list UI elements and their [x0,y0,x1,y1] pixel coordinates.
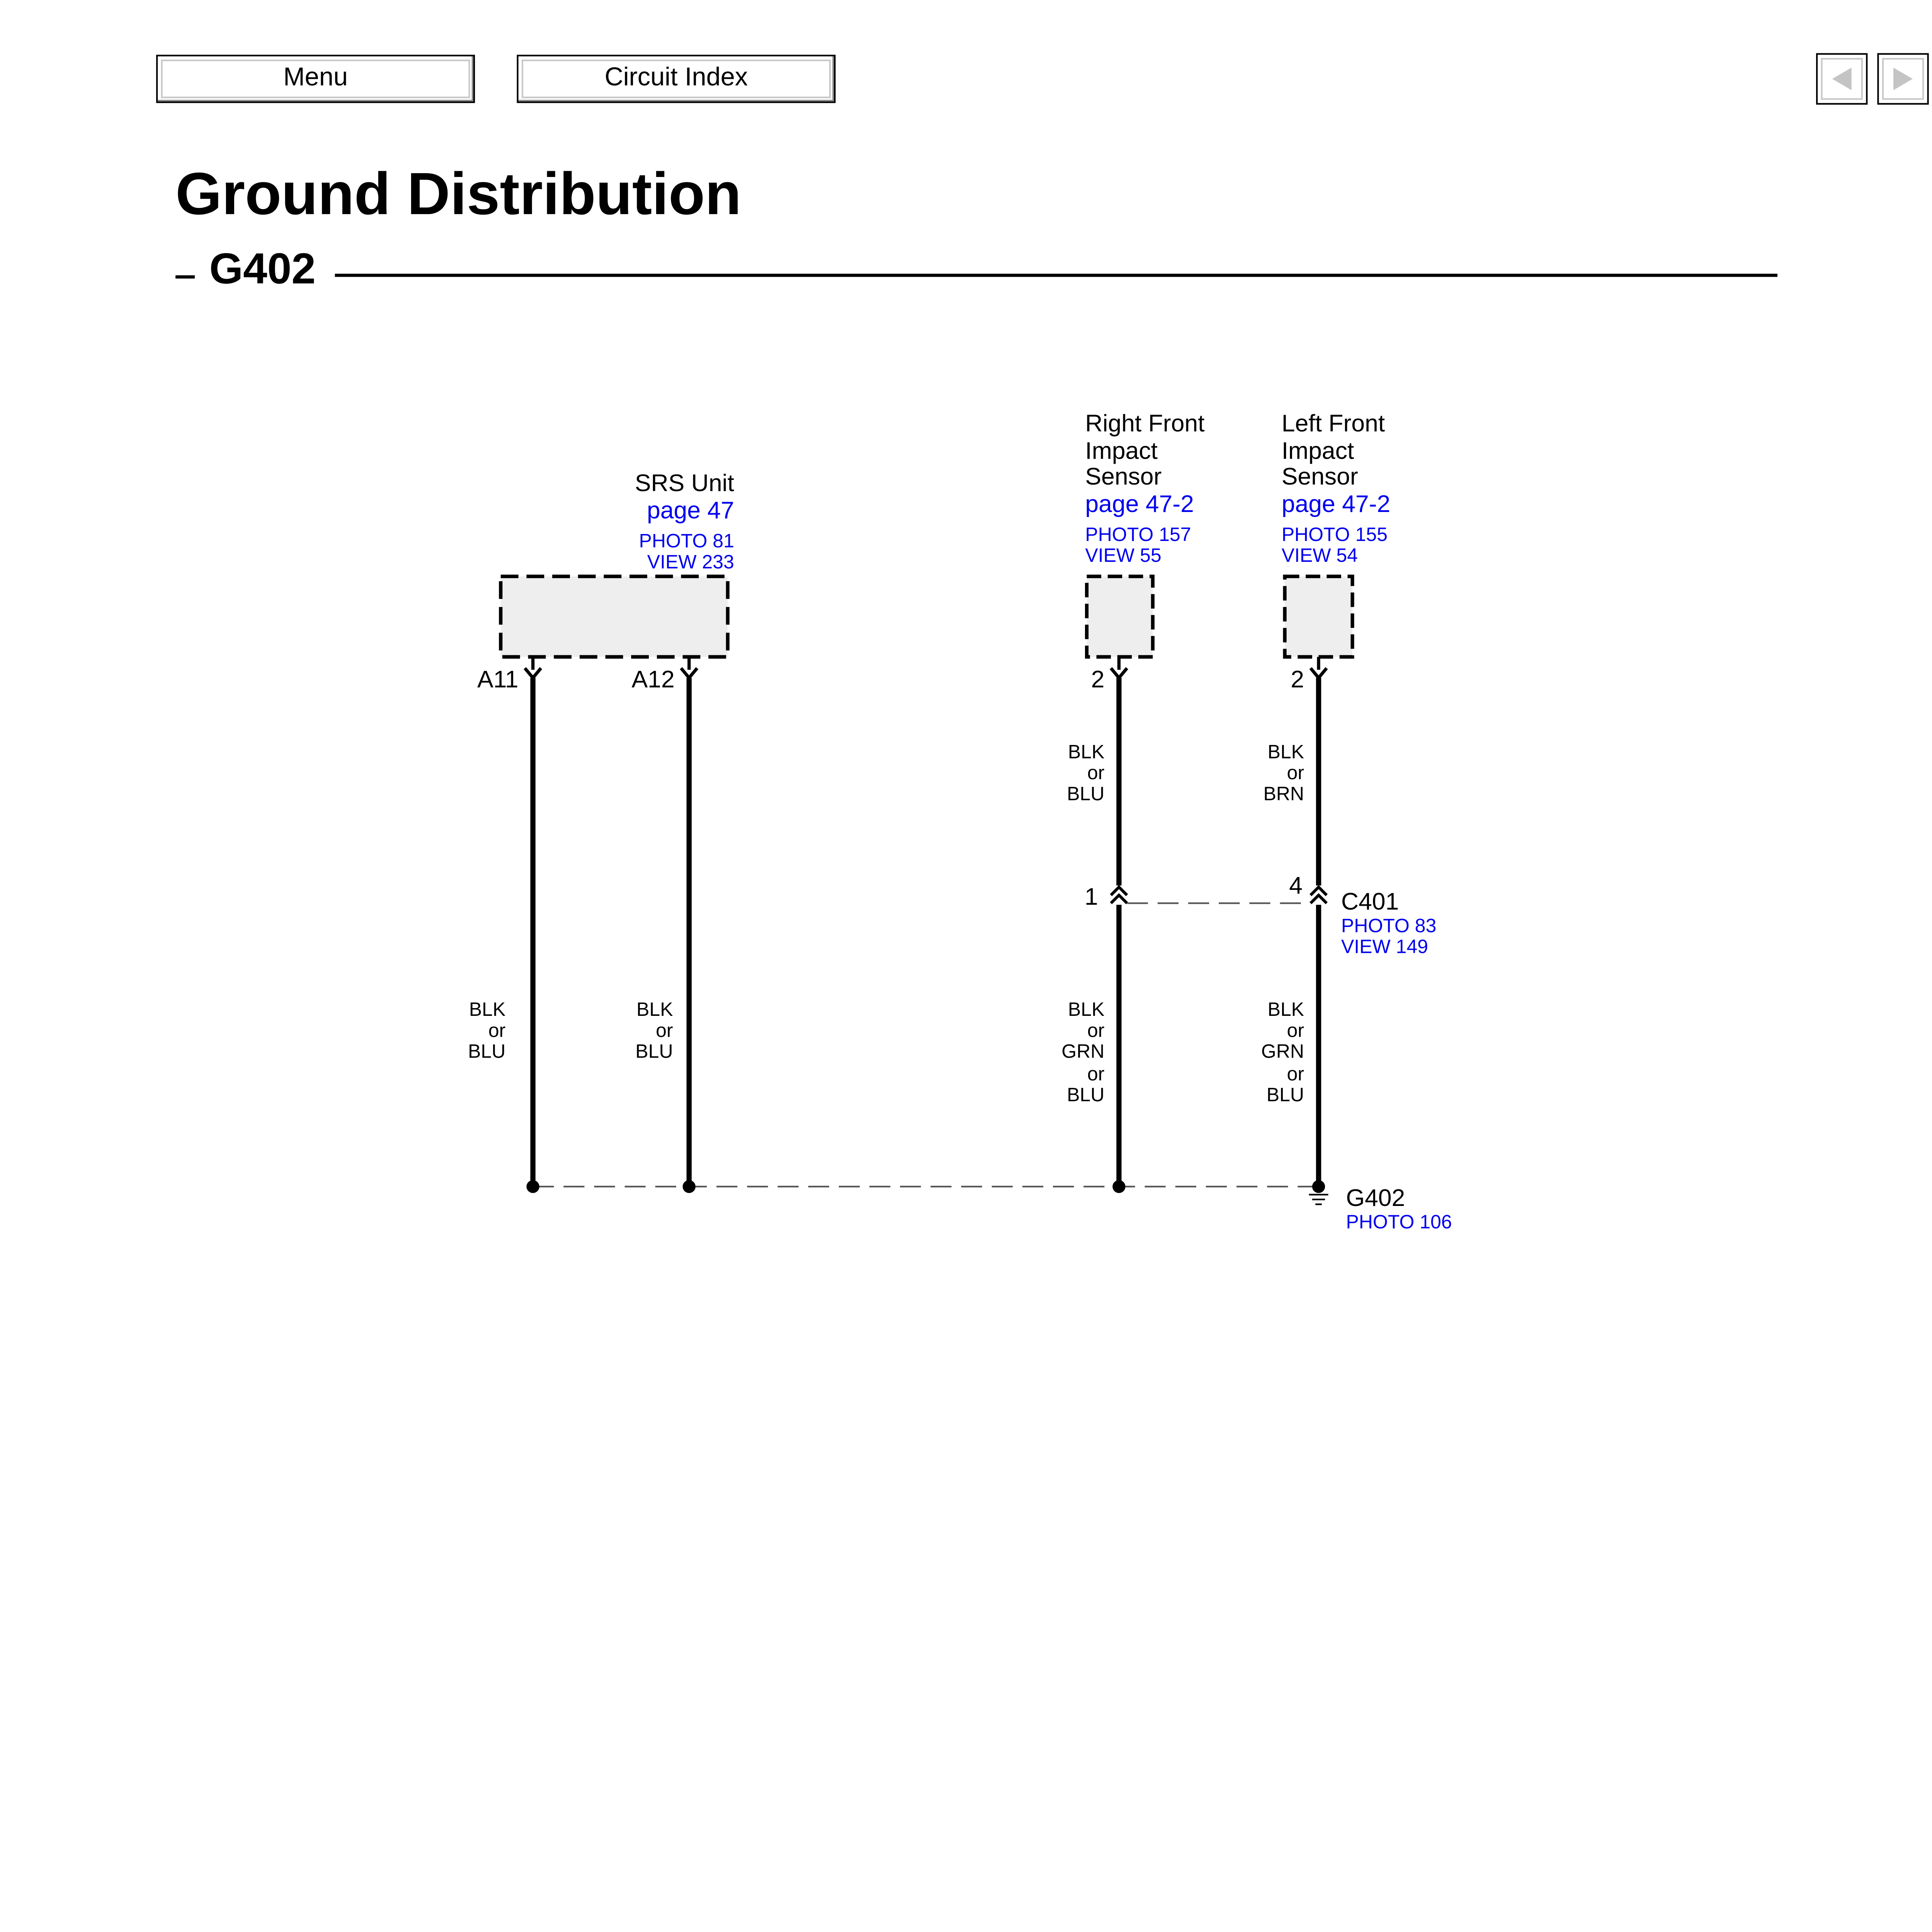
srs-unit-name: SRS Unit [634,469,735,497]
wire-color-left-lower-line-2: or [1287,1019,1304,1041]
terminal-icon-right-sensor [1111,657,1127,678]
wire-color-right-lower-line-5: BLU [1067,1084,1105,1106]
wire-color-left-lower [1261,998,1304,1105]
wire-color-left-upper [1263,741,1304,804]
wire-color-right-lower-line-2: or [1087,1019,1105,1041]
left-sensor-pin-label: 2 [1291,666,1304,693]
wire-color-right-lower [1061,998,1104,1105]
right-sensor-name-line-1: Right Front [1085,410,1205,437]
wire-color-left-lower-line-5: BLU [1266,1084,1304,1106]
terminal-icon-left-sensor [1311,657,1327,678]
left-sensor-name-line-2: Impact [1281,437,1354,464]
right-sensor-view-link[interactable]: VIEW 55 [1085,544,1162,566]
wire-color-left-lower-line-4: or [1287,1063,1304,1085]
srs-unit-view-link[interactable]: VIEW 233 [647,551,735,573]
wire-color-a11-line-2: or [488,1019,506,1041]
left-sensor-box [1285,577,1352,657]
ground-photo-link[interactable]: PHOTO 106 [1346,1211,1452,1233]
c401-connector-icon-left [1311,887,1327,903]
wire-color-right-upper-line-2: or [1087,762,1105,784]
wire-color-a12-line-3: BLU [635,1040,673,1062]
right-sensor-page-link[interactable]: page 47-2 [1085,490,1194,518]
srs-pin-a11-label: A11 [477,666,519,693]
page-subtitle: G402 [209,245,316,293]
circuit-index-button-label: Circuit Index [604,64,748,92]
c401-pin-right-label: 1 [1084,883,1098,910]
c401-connector-icon-right [1111,887,1127,903]
right-sensor-photo-link[interactable]: PHOTO 157 [1085,524,1191,546]
menu-button-label: Menu [283,64,348,92]
wire-color-right-lower-line-4: or [1087,1063,1105,1085]
ground-symbol-icon [1309,1195,1328,1204]
left-sensor-view-link[interactable]: VIEW 54 [1281,544,1358,566]
c401-name: C401 [1341,888,1399,915]
left-sensor-page-link[interactable]: page 47-2 [1281,490,1391,518]
wire-color-right-upper-line-3: BLU [1067,782,1105,804]
wire-color-a11 [468,998,505,1062]
srs-pin-a12-label: A12 [631,666,675,693]
wire-color-right-upper [1067,741,1104,804]
left-sensor-photo-link[interactable]: PHOTO 155 [1281,524,1388,546]
terminal-icon-a12 [681,657,697,678]
right-sensor-box [1087,577,1153,657]
wire-color-left-lower-line-3: GRN [1261,1040,1304,1062]
terminal-icon-a11 [525,657,541,678]
splice-dot-a12 [683,1180,696,1193]
wire-color-right-lower-line-1: BLK [1068,998,1105,1020]
right-sensor-name-line-2: Impact [1085,437,1158,464]
right-sensor-pin-label: 2 [1091,666,1105,693]
wire-color-a12-line-2: or [656,1019,673,1041]
wire-color-left-upper-line-3: BRN [1263,782,1304,804]
wire-color-right-upper-line-1: BLK [1068,741,1105,763]
wire-color-a12-line-1: BLK [636,998,673,1020]
c401-view-link[interactable]: VIEW 149 [1341,935,1428,957]
wire-color-a11-line-1: BLK [469,998,506,1020]
srs-unit-page-link[interactable]: page 47 [647,497,735,524]
ground-name: G402 [1346,1184,1405,1211]
wire-color-a12 [635,998,673,1062]
wire-color-left-lower-line-1: BLK [1267,998,1304,1020]
right-sensor-name-line-3: Sensor [1085,463,1162,490]
left-sensor-name-line-1: Left Front [1281,410,1385,437]
splice-dot-a11 [527,1180,539,1193]
page-title: Ground Distribution [175,161,742,227]
c401-pin-left-label: 4 [1289,872,1303,899]
wire-color-left-upper-line-1: BLK [1267,741,1304,763]
splice-dot-right [1112,1180,1125,1193]
wire-color-left-upper-line-2: or [1287,762,1304,784]
c401-photo-link[interactable]: PHOTO 83 [1341,915,1437,937]
wire-color-a11-line-3: BLU [468,1040,506,1062]
srs-unit-photo-link[interactable]: PHOTO 81 [639,530,735,552]
wire-color-right-lower-line-3: GRN [1061,1040,1105,1062]
left-sensor-name-line-3: Sensor [1281,463,1358,490]
splice-dot-left [1312,1180,1325,1193]
srs-unit-box [501,577,728,657]
